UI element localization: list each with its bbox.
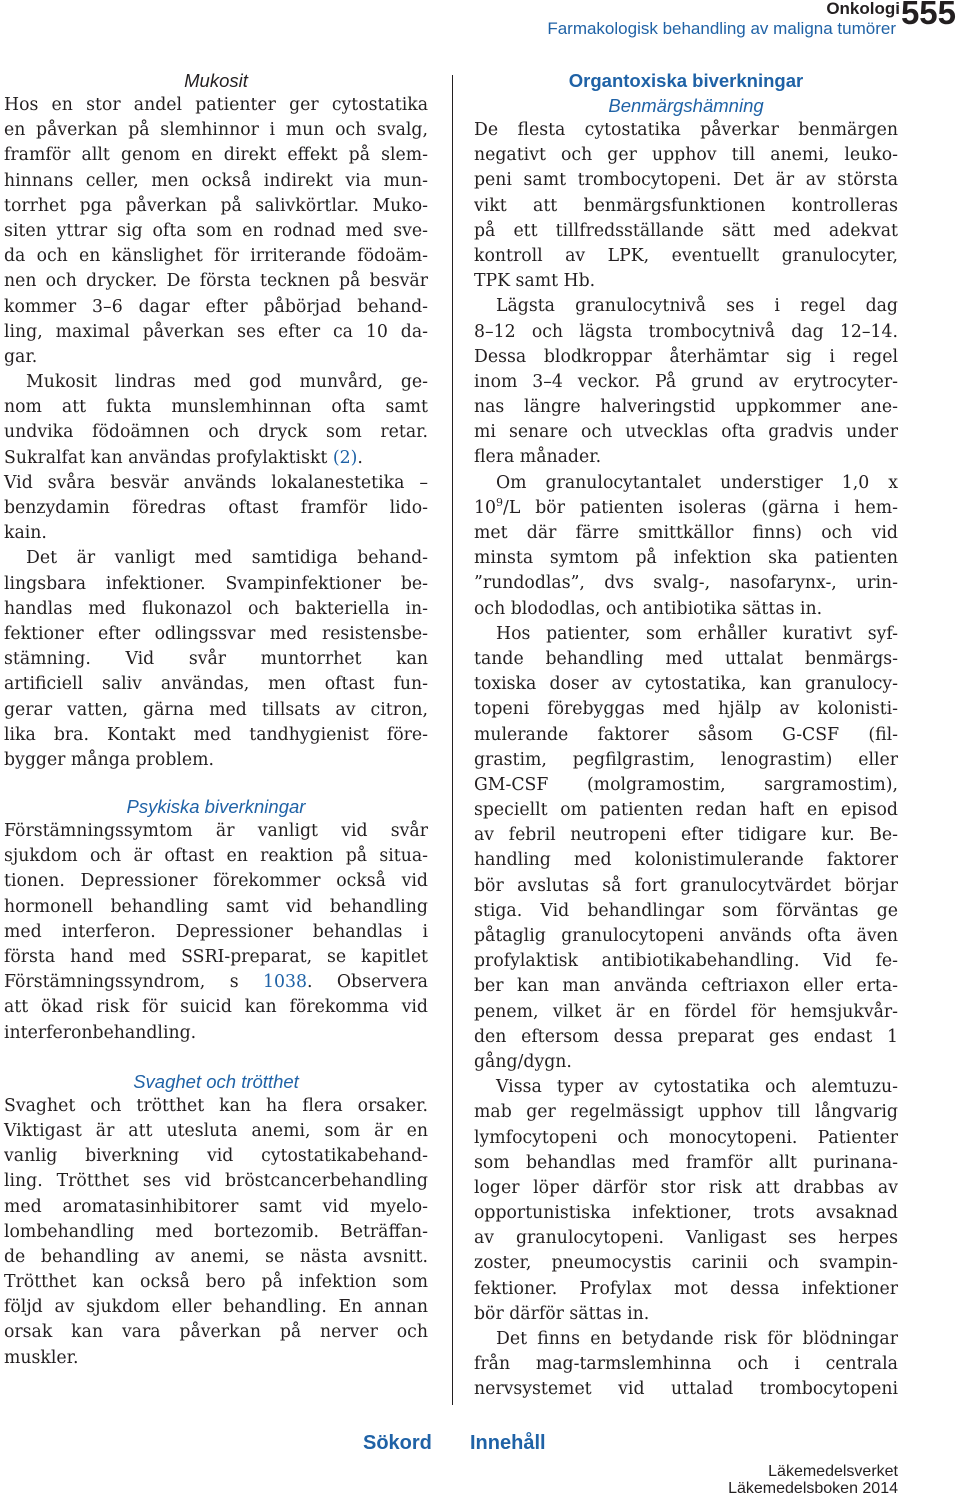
heading-organtoxiska: Organtoxiska biverkningar <box>568 70 804 91</box>
text-line: speciellt om patienten redan haft en episod <box>474 800 898 821</box>
text-line: kain. <box>4 523 47 544</box>
section-title: Onkologi <box>826 0 900 18</box>
paragraph-benmarg-6 <box>474 1327 898 1403</box>
text-line: TPK samt Hb. <box>474 271 596 292</box>
text-line: da och en känslighet för irriterande födoäm- <box>4 246 428 267</box>
text-line: toxiska doser av cytostatika, kan granulocy- <box>474 674 898 695</box>
paragraph-psykiska <box>4 819 428 1046</box>
text-line: bör därför sättas in. <box>474 1303 650 1324</box>
text-line: som behandlas med framför allt purinana- <box>474 1152 898 1173</box>
text-line: inom 3–4 veckor. På grund av erytrocyter- <box>474 371 898 392</box>
section-gap <box>4 773 428 794</box>
page-reference-link[interactable]: 1038 <box>262 972 307 993</box>
text-line: Sukralfat kan användas profylaktiskt (2). <box>4 447 363 468</box>
text-line: minsta symtom på infektion ska patienten <box>474 548 898 569</box>
text-line: vikt att benmärgsfunktionen kontrolleras <box>474 195 898 216</box>
text-line: negativt och ger upphov till anemi, leuko- <box>474 145 898 166</box>
text-line: följd av sjukdom eller behandling. En annan <box>4 1297 428 1318</box>
text-line: av granulocytopeni. Vanligast ses herpes <box>474 1228 898 1249</box>
left-column <box>4 68 428 1371</box>
text-line: kommer 3–6 dagar efter påbörjad behand- <box>4 296 428 317</box>
text-line: första hand med SSRI-preparat, se kapitlet <box>4 947 428 967</box>
text-line: mulerande faktorer såsom G-CSF (fil- <box>474 724 898 745</box>
text-line: 8–12 och lägsta trombocytnivå dag 12–14. <box>474 321 898 342</box>
text-line: peni samt trombocytopeni. Det är av största <box>474 170 898 191</box>
page-number: 555 <box>900 0 956 31</box>
text-line: att ökad risk för suicid kan förekomma vid <box>4 997 428 1018</box>
text-line: flera månader. <box>474 447 602 468</box>
text-line: av febril neutropeni efter tidigare kur. Be- <box>474 825 898 846</box>
text-line: nas längre halveringstid uppkommer ane- <box>474 397 898 418</box>
paragraph-svaghet <box>4 1094 428 1371</box>
paragraph-mukosit-3 <box>4 546 428 773</box>
text-line: handling med kolonistimulerande faktorer <box>474 850 898 871</box>
text-line: de behandling av anemi, se nästa avsnitt. <box>4 1246 428 1267</box>
text-line: fektioner. Profylax mot dessa infektioner <box>474 1278 898 1299</box>
table-of-contents-link[interactable]: Innehåll <box>470 1432 546 1454</box>
text-line: loger löper därför stor risk att drabbas av <box>474 1177 898 1198</box>
text-line: Förstämningssyndrom, s 1038. Observera <box>4 972 428 993</box>
text-line: undvika födoämnen och dryck som retar. <box>4 422 428 443</box>
paragraph-benmarg-1 <box>474 118 898 294</box>
text-line: gång/dygn. <box>474 1051 572 1072</box>
text-line: interferonbehandling. <box>4 1022 197 1043</box>
text-line: och blododlas, och antibiotika sättas in. <box>474 598 823 619</box>
text-line: grastim, pegfilgrastim, lenograstim) eller <box>474 749 898 770</box>
text-line: gerar vatten, gärna med tillsats av citron, <box>4 699 428 720</box>
text-line: nen och drycker. De första tecknen på besvär <box>4 271 428 292</box>
text-line: Om granulocytantalet understiger 1,0 x <box>496 472 898 493</box>
text-line: profylaktisk antibiotikabehandling. Vid fe- <box>474 951 898 972</box>
publisher-name: Läkemedelsverket <box>768 1463 898 1480</box>
text-line: nervsystemet vid uttalad trombocytopeni <box>474 1379 898 1400</box>
right-column <box>474 68 898 1403</box>
text-line: från mag-tarmslemhinna och i centrala <box>474 1354 898 1375</box>
subheading-benmargshamning: Benmärgshämning <box>608 95 764 116</box>
text-line: gar. <box>4 346 38 367</box>
text-line: Lägsta granulocytnivå ses i regel dag <box>496 296 898 317</box>
book-edition: Läkemedelsboken 2014 <box>728 1480 898 1497</box>
text-line: lika bra. Kontakt med tandhygienist före- <box>4 724 428 745</box>
text-line: benzydamin föredras oftast framför lido- <box>4 498 428 518</box>
text-line: ling, maximal påverkan ses efter ca 10 da- <box>4 321 428 342</box>
text-line: GM-CSF (molgramostim, sargramostim), <box>474 774 898 795</box>
text-line: nom att fukta munslemhinnan ofta samt <box>4 397 428 418</box>
text-line: mab ger regelmässigt upphov till långvarig <box>474 1102 898 1123</box>
text-line: sjukdom och är oftast en reaktion på situa- <box>4 846 428 867</box>
text-line: Det är vanligt med samtidiga behand- <box>26 548 428 569</box>
text-line: hinnans celler, men också indirekt via mun- <box>4 170 428 191</box>
text-line: handlas med flukonazol och bakteriella in- <box>4 598 428 619</box>
text-line: stiga. Vid behandlingar som förväntas ge <box>474 900 898 921</box>
text-line: stämning. Vid svår muntorrhet kan <box>4 649 428 670</box>
text-line: torrhet pga påverkan på salivkörtlar. Muko- <box>4 195 428 216</box>
text-line: på ett tillfredsställande sätt med adekvat <box>474 220 898 241</box>
text-line: met där färre smittkällor finns) och vid <box>474 523 898 543</box>
text-line: lingsbara infektioner. Svampinfektioner be- <box>4 573 428 594</box>
text-line: kontroll av LPK, eventuellt granulocyter, <box>474 245 898 266</box>
text-line: bör avslutas så fort granulocytvärdet börjar <box>474 875 898 896</box>
chapter-title: Farmakologisk behandling av maligna tumörer <box>547 19 896 38</box>
text-line: Svaghet och trötthet kan ha flera orsaker. <box>4 1095 428 1116</box>
text-line: den eftersom dessa preparat ges endast 1 <box>474 1026 898 1047</box>
text-line: orsak kan vara påverkan på nerver och <box>4 1322 428 1343</box>
section-gap <box>4 1046 428 1069</box>
text-line: Hos patienter, som erhåller kurativt syf- <box>496 623 898 644</box>
text-line: mi senare och utvecklas ofta gradvis under <box>474 422 898 443</box>
text-line: ber kan man använda ceftriaxon eller erta- <box>474 976 898 997</box>
text-line: lombehandling med bortezomib. Beträffan- <box>4 1221 428 1242</box>
heading-mukosit: Mukosit <box>184 70 248 91</box>
paragraph-mukosit-2 <box>4 370 428 546</box>
text-line: med aromatasinhibitorer samt vid myelo- <box>4 1196 428 1217</box>
reference-link[interactable]: (2) <box>332 447 358 468</box>
text-line: muskler. <box>4 1347 79 1368</box>
text-line: med interferon. Depressioner behandlas i <box>4 921 428 942</box>
text-line: Förstämningssymtom är vanligt vid svår <box>4 821 428 842</box>
paragraph-mukosit-1 <box>4 93 428 370</box>
text-line: artificiell saliv användas, men oftast fun- <box>4 674 428 695</box>
text-line: $10^9/L$ bör patienten isoleras (gärna i hem- <box>474 496 898 518</box>
text-line: hormonell behandling samt vid behandling <box>4 896 428 917</box>
text-line: Dessa blodkroppar återhämtar sig i regel <box>474 346 898 367</box>
paragraph-benmarg-4 <box>474 622 898 1075</box>
text-line: Det finns en betydande risk för blödningar <box>496 1329 898 1349</box>
text-line: penem, vilket är en fördel för hemsjukvår- <box>474 1001 898 1022</box>
column-divider <box>452 75 453 1405</box>
text-line: Hos en stor andel patienter ger cytostatika <box>4 95 428 115</box>
text-line: Vid svåra besvär används lokalanestetika – <box>4 472 428 493</box>
text-line: framför allt genom en direkt effekt på slem- <box>4 145 428 166</box>
text-line: De flesta cytostatika påverkar benmärgen <box>474 120 898 140</box>
text-line: opportunistiska infektioner, trots avsaknad <box>474 1203 898 1224</box>
text-line: vanlig biverkning vid cytostatikabehand- <box>4 1146 428 1167</box>
text-line: topeni förebyggas med hjälp av kolonisti- <box>474 699 898 720</box>
text-line: tande behandling med uttalat benmärgs- <box>474 648 898 669</box>
text-line: Trötthet kan också bero på infektion som <box>4 1272 428 1293</box>
paragraph-benmarg-3 <box>474 471 898 622</box>
text-line: Vissa typer av cytostatika och alemtuzu- <box>496 1077 898 1098</box>
paragraph-benmarg-2 <box>474 294 898 470</box>
search-index-link[interactable]: Sökord <box>363 1432 432 1454</box>
text-line: tionen. Depressioner förekommer också vid <box>4 871 428 892</box>
text-line: Mukosit lindras med god munvård, ge- <box>26 372 428 393</box>
text-line: en påverkan på slemhinnor i mun och svalg, <box>4 120 428 141</box>
heading-psykiska: Psykiska biverkningar <box>126 796 306 818</box>
text-line: bygger många problem. <box>4 749 215 770</box>
text-line: påtaglig granulocytopeni används ofta även <box>474 926 898 946</box>
heading-svaghet: Svaghet och trötthet <box>133 1070 299 1092</box>
text-line: lymfocytopeni och monocytopeni. Patienter <box>474 1127 898 1148</box>
text-line: Viktigast är att utesluta anemi, som är en <box>4 1120 428 1141</box>
text-line: fektioner efter odlingssvar med resistensbe- <box>4 623 428 644</box>
text-line: siten yttrar sig ofta som en rodnad med sve- <box>4 220 428 241</box>
text-line: ling. Trötthet ses vid bröstcancerbehandling <box>4 1171 428 1192</box>
text-line: zoster, pneumocystis carinii och svampin- <box>474 1253 898 1274</box>
text-line: ”rundodlas”, dvs svalg-, nasofarynx-, urin- <box>474 573 898 594</box>
paragraph-benmarg-5 <box>474 1075 898 1327</box>
